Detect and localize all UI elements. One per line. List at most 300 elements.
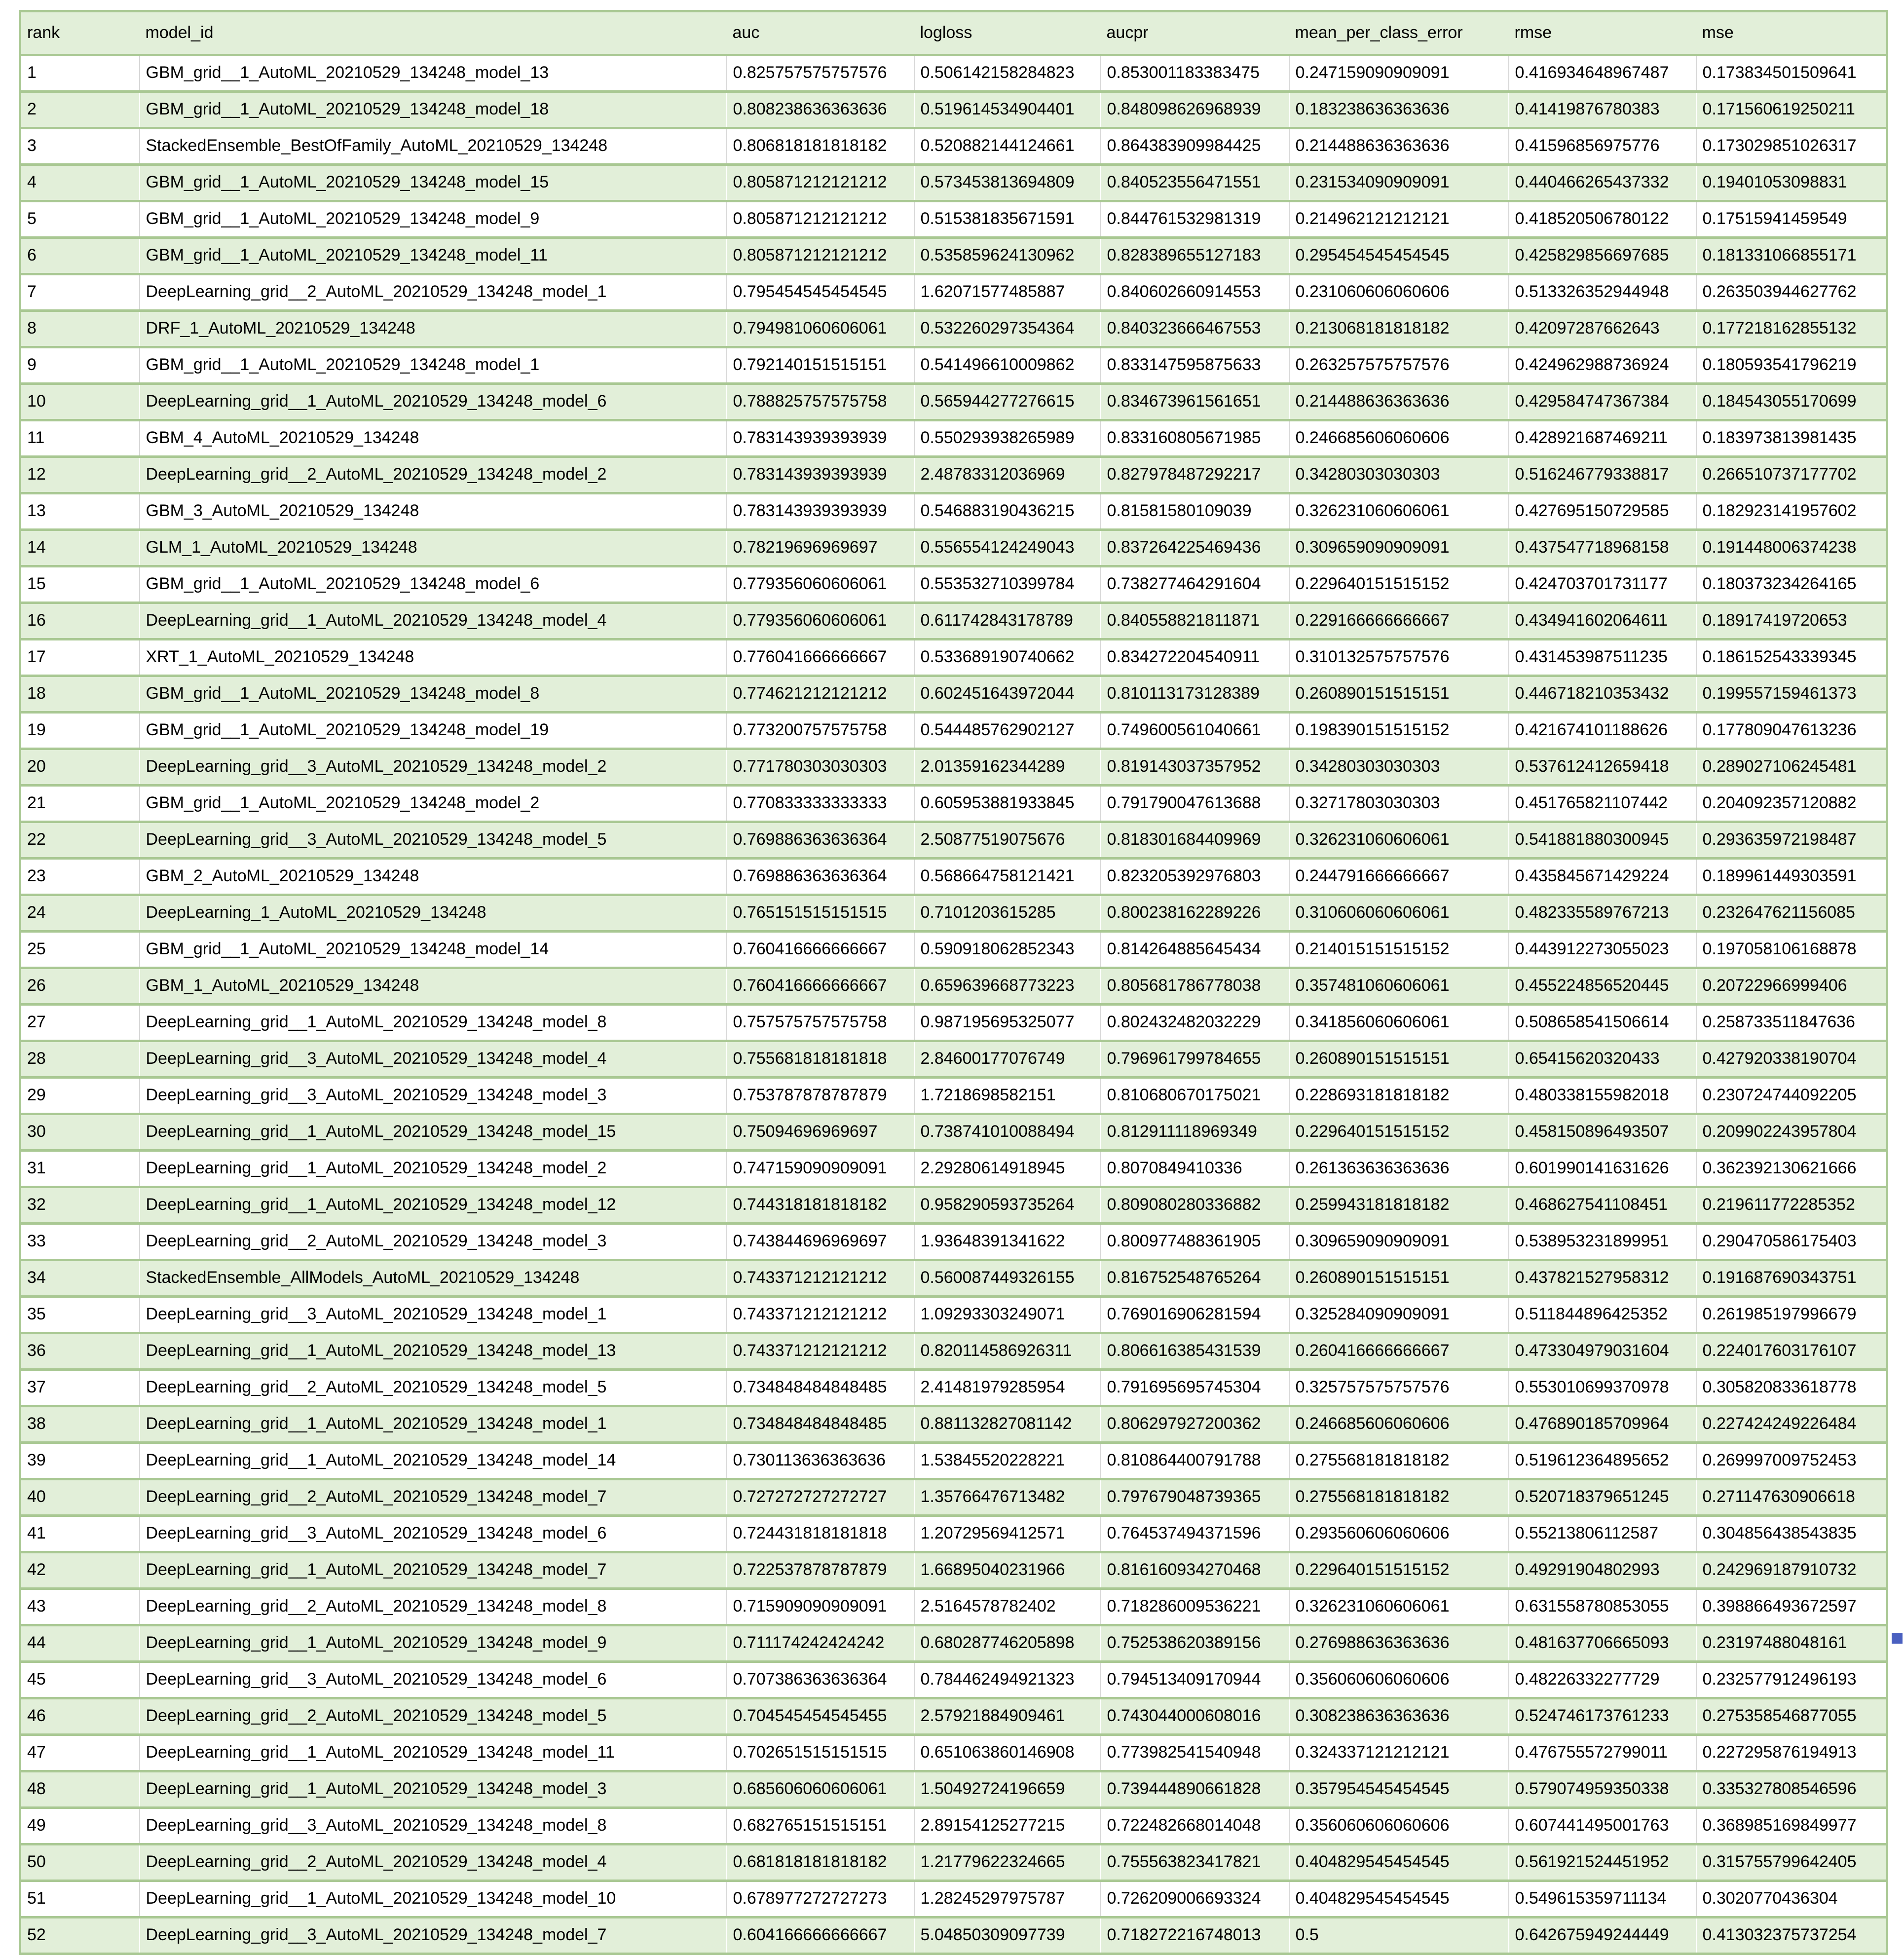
cell-mean-per-class-error[interactable]: 0.324337121212121 [1289,1735,1509,1771]
cell-rank[interactable]: 21 [20,786,140,822]
cell-aucpr[interactable]: 0.791695695745304 [1101,1370,1289,1406]
cell-rmse[interactable]: 0.473304979031604 [1509,1333,1696,1370]
cell-logloss[interactable]: 0.987195695325077 [914,1005,1101,1041]
cell-mse[interactable]: 0.180593541796219 [1696,347,1887,384]
cell-mse[interactable]: 0.362392130621666 [1696,1151,1887,1187]
table-row[interactable] [20,420,1887,457]
column-header-mse[interactable]: mse [1696,11,1887,55]
table-row[interactable] [20,1479,1887,1516]
cell-rmse[interactable]: 0.65415620320433 [1509,1041,1696,1078]
cell-rank[interactable]: 37 [20,1370,140,1406]
cell-rank[interactable]: 36 [20,1333,140,1370]
cell-aucpr[interactable]: 0.805681786778038 [1101,968,1289,1005]
cell-mse[interactable]: 0.189961449303591 [1696,859,1887,895]
cell-aucpr[interactable]: 0.833147595875633 [1101,347,1289,384]
cell-mean-per-class-error[interactable]: 0.293560606060606 [1289,1516,1509,1552]
cell-logloss[interactable]: 0.651063860146908 [914,1735,1101,1771]
cell-auc[interactable]: 0.711174242424242 [727,1625,914,1662]
cell-mean-per-class-error[interactable]: 0.275568181818182 [1289,1443,1509,1479]
cell-mean-per-class-error[interactable]: 0.260890151515151 [1289,676,1509,713]
cell-logloss[interactable]: 5.04850309097739 [914,1917,1101,1954]
cell-rank[interactable]: 26 [20,968,140,1005]
cell-auc[interactable]: 0.685606060606061 [727,1771,914,1808]
cell-mse[interactable]: 0.19401053098831 [1696,165,1887,201]
cell-model-id[interactable]: DeepLearning_grid__3_AutoML_20210529_134248_model_2 [140,749,727,786]
cell-mse[interactable]: 0.186152543339345 [1696,639,1887,676]
cell-mean-per-class-error[interactable]: 0.309659090909091 [1289,530,1509,566]
cell-mean-per-class-error[interactable]: 0.404829545454545 [1289,1881,1509,1917]
cell-logloss[interactable]: 0.532260297354364 [914,311,1101,347]
cell-mse[interactable]: 0.224017603176107 [1696,1333,1887,1370]
cell-rank[interactable]: 13 [20,493,140,530]
cell-auc[interactable]: 0.783143939393939 [727,493,914,530]
cell-mse[interactable]: 0.315755799642405 [1696,1844,1887,1881]
cell-rank[interactable]: 39 [20,1443,140,1479]
cell-logloss[interactable]: 0.659639668773223 [914,968,1101,1005]
cell-logloss[interactable]: 0.738741010088494 [914,1114,1101,1151]
cell-logloss[interactable]: 0.546883190436215 [914,493,1101,530]
cell-mean-per-class-error[interactable]: 0.229640151515152 [1289,1552,1509,1589]
cell-auc[interactable]: 0.681818181818182 [727,1844,914,1881]
cell-rmse[interactable]: 0.435845671429224 [1509,859,1696,895]
cell-logloss[interactable]: 0.506142158284823 [914,55,1101,92]
cell-rank[interactable]: 6 [20,238,140,274]
cell-logloss[interactable]: 1.62071577485887 [914,274,1101,311]
table-row[interactable] [20,749,1887,786]
cell-mse[interactable]: 0.177218162855132 [1696,311,1887,347]
cell-mean-per-class-error[interactable]: 0.246685606060606 [1289,1406,1509,1443]
cell-logloss[interactable]: 1.93648391341622 [914,1224,1101,1260]
cell-mse[interactable]: 0.293635972198487 [1696,822,1887,859]
cell-mse[interactable]: 0.232647621156085 [1696,895,1887,932]
cell-aucpr[interactable]: 0.769016906281594 [1101,1297,1289,1333]
cell-rank[interactable]: 50 [20,1844,140,1881]
cell-model-id[interactable]: GBM_grid__1_AutoML_20210529_134248_model_15 [140,165,727,201]
cell-mse[interactable]: 0.398866493672597 [1696,1589,1887,1625]
cell-logloss[interactable]: 0.544485762902127 [914,713,1101,749]
cell-logloss[interactable]: 1.09293303249071 [914,1297,1101,1333]
cell-logloss[interactable]: 0.560087449326155 [914,1260,1101,1297]
cell-mean-per-class-error[interactable]: 0.229166666666667 [1289,603,1509,639]
cell-mse[interactable]: 0.269997009752453 [1696,1443,1887,1479]
cell-mse[interactable]: 0.289027106245481 [1696,749,1887,786]
cell-model-id[interactable]: DeepLearning_grid__1_AutoML_20210529_134248_model_4 [140,603,727,639]
cell-rmse[interactable]: 0.446718210353432 [1509,676,1696,713]
table-row[interactable] [20,822,1887,859]
cell-auc[interactable]: 0.682765151515151 [727,1808,914,1844]
cell-aucpr[interactable]: 0.819143037357952 [1101,749,1289,786]
cell-aucpr[interactable]: 0.823205392976803 [1101,859,1289,895]
cell-aucpr[interactable]: 0.833160805671985 [1101,420,1289,457]
cell-mse[interactable]: 0.305820833618778 [1696,1370,1887,1406]
cell-auc[interactable]: 0.783143939393939 [727,420,914,457]
cell-logloss[interactable]: 0.550293938265989 [914,420,1101,457]
cell-mean-per-class-error[interactable]: 0.325757575757576 [1289,1370,1509,1406]
cell-rmse[interactable]: 0.48226332277729 [1509,1662,1696,1698]
cell-model-id[interactable]: GBM_grid__1_AutoML_20210529_134248_model_19 [140,713,727,749]
table-row[interactable] [20,1625,1887,1662]
cell-auc[interactable]: 0.760416666666667 [727,968,914,1005]
cell-mse[interactable]: 0.183973813981435 [1696,420,1887,457]
cell-auc[interactable]: 0.727272727272727 [727,1479,914,1516]
cell-rank[interactable]: 5 [20,201,140,238]
cell-model-id[interactable]: DRF_1_AutoML_20210529_134248 [140,311,727,347]
cell-model-id[interactable]: XRT_1_AutoML_20210529_134248 [140,639,727,676]
cell-rmse[interactable]: 0.631558780853055 [1509,1589,1696,1625]
cell-model-id[interactable]: DeepLearning_grid__2_AutoML_20210529_134248_model_7 [140,1479,727,1516]
cell-aucpr[interactable]: 0.800238162289226 [1101,895,1289,932]
cell-mean-per-class-error[interactable]: 0.308238636363636 [1289,1698,1509,1735]
cell-mean-per-class-error[interactable]: 0.214962121212121 [1289,201,1509,238]
cell-logloss[interactable]: 0.541496610009862 [914,347,1101,384]
cell-rank[interactable]: 16 [20,603,140,639]
cell-mse[interactable]: 0.275358546877055 [1696,1698,1887,1735]
cell-mse[interactable]: 0.177809047613236 [1696,713,1887,749]
cell-logloss[interactable]: 2.89154125277215 [914,1808,1101,1844]
table-row[interactable] [20,1516,1887,1552]
cell-mse[interactable]: 0.173029851026317 [1696,128,1887,165]
cell-logloss[interactable]: 0.602451643972044 [914,676,1101,713]
cell-mean-per-class-error[interactable]: 0.310606060606061 [1289,895,1509,932]
cell-model-id[interactable]: GBM_grid__1_AutoML_20210529_134248_model_9 [140,201,727,238]
cell-mse[interactable]: 0.23197488048161 [1696,1625,1887,1662]
table-row[interactable] [20,859,1887,895]
cell-auc[interactable]: 0.743371212121212 [727,1297,914,1333]
cell-auc[interactable]: 0.770833333333333 [727,786,914,822]
column-header-auc[interactable]: auc [727,11,914,55]
cell-mean-per-class-error[interactable]: 0.228693181818182 [1289,1078,1509,1114]
table-row[interactable] [20,1406,1887,1443]
cell-logloss[interactable]: 0.515381835671591 [914,201,1101,238]
cell-aucpr[interactable]: 0.840523556471551 [1101,165,1289,201]
cell-mse[interactable]: 0.219611772285352 [1696,1187,1887,1224]
cell-model-id[interactable]: DeepLearning_1_AutoML_20210529_134248 [140,895,727,932]
cell-mse[interactable]: 0.3020770436304 [1696,1881,1887,1917]
cell-rmse[interactable]: 0.427695150729585 [1509,493,1696,530]
cell-aucpr[interactable]: 0.864383909984425 [1101,128,1289,165]
cell-model-id[interactable]: DeepLearning_grid__1_AutoML_20210529_134248_model_11 [140,1735,727,1771]
cell-auc[interactable]: 0.702651515151515 [727,1735,914,1771]
table-row[interactable] [20,1917,1887,1954]
cell-rank[interactable]: 25 [20,932,140,968]
cell-aucpr[interactable]: 0.738277464291604 [1101,566,1289,603]
cell-mean-per-class-error[interactable]: 0.263257575757576 [1289,347,1509,384]
cell-aucpr[interactable]: 0.814264885645434 [1101,932,1289,968]
table-row[interactable] [20,1881,1887,1917]
cell-rmse[interactable]: 0.549615359711134 [1509,1881,1696,1917]
cell-mean-per-class-error[interactable]: 0.259943181818182 [1289,1187,1509,1224]
cell-rmse[interactable]: 0.458150896493507 [1509,1114,1696,1151]
cell-rank[interactable]: 34 [20,1260,140,1297]
cell-logloss[interactable]: 0.556554124249043 [914,530,1101,566]
cell-rank[interactable]: 4 [20,165,140,201]
cell-aucpr[interactable]: 0.791790047613688 [1101,786,1289,822]
cell-rmse[interactable]: 0.516246779338817 [1509,457,1696,493]
cell-auc[interactable]: 0.765151515151515 [727,895,914,932]
cell-aucpr[interactable]: 0.806616385431539 [1101,1333,1289,1370]
cell-rmse[interactable]: 0.508658541506614 [1509,1005,1696,1041]
cell-auc[interactable]: 0.678977272727273 [727,1881,914,1917]
cell-mean-per-class-error[interactable]: 0.213068181818182 [1289,311,1509,347]
cell-rmse[interactable]: 0.451765821107442 [1509,786,1696,822]
cell-auc[interactable]: 0.794981060606061 [727,311,914,347]
cell-aucpr[interactable]: 0.755563823417821 [1101,1844,1289,1881]
cell-mean-per-class-error[interactable]: 0.183238636363636 [1289,92,1509,128]
table-row[interactable] [20,786,1887,822]
cell-aucpr[interactable]: 0.802432482032229 [1101,1005,1289,1041]
cell-rank[interactable]: 47 [20,1735,140,1771]
cell-mean-per-class-error[interactable]: 0.231060606060606 [1289,274,1509,311]
cell-rank[interactable]: 10 [20,384,140,420]
cell-mse[interactable]: 0.20722966999406 [1696,968,1887,1005]
cell-logloss[interactable]: 2.84600177076749 [914,1041,1101,1078]
column-header-mean-per-class-error[interactable]: mean_per_class_error [1289,11,1509,55]
cell-mean-per-class-error[interactable]: 0.244791666666667 [1289,859,1509,895]
cell-aucpr[interactable]: 0.828389655127183 [1101,238,1289,274]
cell-aucpr[interactable]: 0.840323666467553 [1101,311,1289,347]
table-row[interactable] [20,1260,1887,1297]
cell-rmse[interactable]: 0.476890185709964 [1509,1406,1696,1443]
cell-aucpr[interactable]: 0.796961799784655 [1101,1041,1289,1078]
cell-rank[interactable]: 24 [20,895,140,932]
cell-rank[interactable]: 8 [20,311,140,347]
table-row[interactable] [20,932,1887,968]
cell-aucpr[interactable]: 0.749600561040661 [1101,713,1289,749]
table-row[interactable] [20,566,1887,603]
table-row[interactable] [20,1808,1887,1844]
cell-mean-per-class-error[interactable]: 0.357481060606061 [1289,968,1509,1005]
cell-model-id[interactable]: GBM_1_AutoML_20210529_134248 [140,968,727,1005]
cell-mse[interactable]: 0.209902243957804 [1696,1114,1887,1151]
cell-auc[interactable]: 0.744318181818182 [727,1187,914,1224]
cell-auc[interactable]: 0.808238636363636 [727,92,914,128]
cell-logloss[interactable]: 2.29280614918945 [914,1151,1101,1187]
cell-rank[interactable]: 35 [20,1297,140,1333]
cell-mse[interactable]: 0.180373234264165 [1696,566,1887,603]
cell-mean-per-class-error[interactable]: 0.276988636363636 [1289,1625,1509,1662]
cell-aucpr[interactable]: 0.718272216748013 [1101,1917,1289,1954]
cell-mse[interactable]: 0.258733511847636 [1696,1005,1887,1041]
cell-logloss[interactable]: 1.20729569412571 [914,1516,1101,1552]
table-row[interactable] [20,1114,1887,1151]
table-row[interactable] [20,676,1887,713]
cell-rmse[interactable]: 0.418520506780122 [1509,201,1696,238]
cell-rmse[interactable]: 0.443912273055023 [1509,932,1696,968]
cell-mean-per-class-error[interactable]: 0.214488636363636 [1289,128,1509,165]
cell-aucpr[interactable]: 0.844761532981319 [1101,201,1289,238]
cell-logloss[interactable]: 0.784462494921323 [914,1662,1101,1698]
cell-rank[interactable]: 44 [20,1625,140,1662]
cell-mean-per-class-error[interactable]: 0.260890151515151 [1289,1260,1509,1297]
table-row[interactable] [20,128,1887,165]
cell-mean-per-class-error[interactable]: 0.326231060606061 [1289,822,1509,859]
cell-aucpr[interactable]: 0.834272204540911 [1101,639,1289,676]
table-row[interactable] [20,530,1887,566]
table-row[interactable] [20,639,1887,676]
cell-logloss[interactable]: 0.573453813694809 [914,165,1101,201]
cell-mean-per-class-error[interactable]: 0.229640151515152 [1289,566,1509,603]
cell-rmse[interactable]: 0.476755572799011 [1509,1735,1696,1771]
table-row[interactable] [20,1443,1887,1479]
cell-mse[interactable]: 0.427920338190704 [1696,1041,1887,1078]
cell-mean-per-class-error[interactable]: 0.325284090909091 [1289,1297,1509,1333]
cell-mean-per-class-error[interactable]: 0.309659090909091 [1289,1224,1509,1260]
cell-rmse[interactable]: 0.519612364895652 [1509,1443,1696,1479]
cell-auc[interactable]: 0.779356060606061 [727,603,914,639]
cell-model-id[interactable]: DeepLearning_grid__2_AutoML_20210529_134248_model_5 [140,1370,727,1406]
cell-auc[interactable]: 0.760416666666667 [727,932,914,968]
table-row[interactable] [20,1735,1887,1771]
cell-rmse[interactable]: 0.425829856697685 [1509,238,1696,274]
cell-mean-per-class-error[interactable]: 0.341856060606061 [1289,1005,1509,1041]
cell-auc[interactable]: 0.795454545454545 [727,274,914,311]
cell-model-id[interactable]: DeepLearning_grid__1_AutoML_20210529_134248_model_3 [140,1771,727,1808]
cell-logloss[interactable]: 1.50492724196659 [914,1771,1101,1808]
table-row[interactable] [20,55,1887,92]
table-row[interactable] [20,1844,1887,1881]
cell-aucpr[interactable]: 0.840602660914553 [1101,274,1289,311]
cell-model-id[interactable]: DeepLearning_grid__1_AutoML_20210529_134248_model_2 [140,1151,727,1187]
cell-mse[interactable]: 0.18917419720653 [1696,603,1887,639]
table-row[interactable] [20,92,1887,128]
table-row[interactable] [20,457,1887,493]
cell-rank[interactable]: 48 [20,1771,140,1808]
cell-rmse[interactable]: 0.520718379651245 [1509,1479,1696,1516]
cell-aucpr[interactable]: 0.722482668014048 [1101,1808,1289,1844]
cell-model-id[interactable]: GBM_grid__1_AutoML_20210529_134248_model_18 [140,92,727,128]
table-row[interactable] [20,968,1887,1005]
table-row[interactable] [20,1333,1887,1370]
cell-auc[interactable]: 0.75094696969697 [727,1114,914,1151]
cell-rank[interactable]: 45 [20,1662,140,1698]
cell-logloss[interactable]: 1.21779622324665 [914,1844,1101,1881]
cell-aucpr[interactable]: 0.81581580109039 [1101,493,1289,530]
cell-auc[interactable]: 0.774621212121212 [727,676,914,713]
cell-model-id[interactable]: DeepLearning_grid__3_AutoML_20210529_134248_model_6 [140,1516,727,1552]
cell-mse[interactable]: 0.191687690343751 [1696,1260,1887,1297]
cell-logloss[interactable]: 0.519614534904401 [914,92,1101,128]
cell-model-id[interactable]: GBM_grid__1_AutoML_20210529_134248_model_1 [140,347,727,384]
cell-model-id[interactable]: DeepLearning_grid__3_AutoML_20210529_134248_model_6 [140,1662,727,1698]
cell-rmse[interactable]: 0.455224856520445 [1509,968,1696,1005]
cell-logloss[interactable]: 2.01359162344289 [914,749,1101,786]
cell-aucpr[interactable]: 0.818301684409969 [1101,822,1289,859]
cell-rmse[interactable]: 0.416934648967487 [1509,55,1696,92]
cell-mean-per-class-error[interactable]: 0.34280303030303 [1289,457,1509,493]
table-row[interactable] [20,1041,1887,1078]
cell-rank[interactable]: 30 [20,1114,140,1151]
cell-rank[interactable]: 43 [20,1589,140,1625]
cell-model-id[interactable]: DeepLearning_grid__1_AutoML_20210529_134248_model_9 [140,1625,727,1662]
cell-model-id[interactable]: GBM_grid__1_AutoML_20210529_134248_model_11 [140,238,727,274]
cell-rank[interactable]: 27 [20,1005,140,1041]
cell-aucpr[interactable]: 0.773982541540948 [1101,1735,1289,1771]
cell-mean-per-class-error[interactable]: 0.247159090909091 [1289,55,1509,92]
cell-mean-per-class-error[interactable]: 0.198390151515152 [1289,713,1509,749]
cell-mse[interactable]: 0.181331066855171 [1696,238,1887,274]
table-row[interactable] [20,895,1887,932]
table-row[interactable] [20,1151,1887,1187]
cell-mean-per-class-error[interactable]: 0.231534090909091 [1289,165,1509,201]
table-row[interactable] [20,1078,1887,1114]
cell-rank[interactable]: 17 [20,639,140,676]
cell-auc[interactable]: 0.704545454545455 [727,1698,914,1735]
cell-model-id[interactable]: DeepLearning_grid__1_AutoML_20210529_134248_model_7 [140,1552,727,1589]
cell-auc[interactable]: 0.776041666666667 [727,639,914,676]
cell-logloss[interactable]: 2.41481979285954 [914,1370,1101,1406]
cell-rank[interactable]: 7 [20,274,140,311]
cell-logloss[interactable]: 0.958290593735264 [914,1187,1101,1224]
cell-logloss[interactable]: 0.605953881933845 [914,786,1101,822]
cell-rmse[interactable]: 0.642675949244449 [1509,1917,1696,1954]
cell-logloss[interactable]: 0.565944277276615 [914,384,1101,420]
column-header-logloss[interactable]: logloss [914,11,1101,55]
cell-auc[interactable]: 0.805871212121212 [727,165,914,201]
cell-model-id[interactable]: DeepLearning_grid__1_AutoML_20210529_134248_model_14 [140,1443,727,1479]
cell-auc[interactable]: 0.779356060606061 [727,566,914,603]
cell-rmse[interactable]: 0.437547718968158 [1509,530,1696,566]
cell-mean-per-class-error[interactable]: 0.246685606060606 [1289,420,1509,457]
cell-auc[interactable]: 0.792140151515151 [727,347,914,384]
cell-logloss[interactable]: 1.53845520228221 [914,1443,1101,1479]
cell-mse[interactable]: 0.227295876194913 [1696,1735,1887,1771]
cell-rmse[interactable]: 0.553010699370978 [1509,1370,1696,1406]
cell-logloss[interactable]: 1.66895040231966 [914,1552,1101,1589]
cell-rmse[interactable]: 0.434941602064611 [1509,603,1696,639]
cell-auc[interactable]: 0.805871212121212 [727,201,914,238]
cell-logloss[interactable]: 1.28245297975787 [914,1881,1101,1917]
table-row[interactable] [20,347,1887,384]
cell-rmse[interactable]: 0.607441495001763 [1509,1808,1696,1844]
column-header-model-id[interactable]: model_id [140,11,727,55]
cell-model-id[interactable]: GBM_grid__1_AutoML_20210529_134248_model_13 [140,55,727,92]
cell-rmse[interactable]: 0.561921524451952 [1509,1844,1696,1881]
cell-rank[interactable]: 46 [20,1698,140,1735]
cell-aucpr[interactable]: 0.809080280336882 [1101,1187,1289,1224]
cell-rank[interactable]: 49 [20,1808,140,1844]
cell-logloss[interactable]: 0.611742843178789 [914,603,1101,639]
cell-model-id[interactable]: DeepLearning_grid__1_AutoML_20210529_134248_model_13 [140,1333,727,1370]
cell-mse[interactable]: 0.230724744092205 [1696,1078,1887,1114]
cell-model-id[interactable]: DeepLearning_grid__1_AutoML_20210529_134248_model_8 [140,1005,727,1041]
cell-model-id[interactable]: DeepLearning_grid__3_AutoML_20210529_134248_model_4 [140,1041,727,1078]
cell-mse[interactable]: 0.227424249226484 [1696,1406,1887,1443]
cell-aucpr[interactable]: 0.726209006693324 [1101,1881,1289,1917]
cell-aucpr[interactable]: 0.810680670175021 [1101,1078,1289,1114]
cell-logloss[interactable]: 0.520882144124661 [914,128,1101,165]
cell-model-id[interactable]: DeepLearning_grid__1_AutoML_20210529_134248_model_6 [140,384,727,420]
cell-model-id[interactable]: DeepLearning_grid__2_AutoML_20210529_134248_model_5 [140,1698,727,1735]
cell-rank[interactable]: 22 [20,822,140,859]
cell-auc[interactable]: 0.724431818181818 [727,1516,914,1552]
cell-rank[interactable]: 12 [20,457,140,493]
cell-rmse[interactable]: 0.601990141631626 [1509,1151,1696,1187]
cell-model-id[interactable]: DeepLearning_grid__1_AutoML_20210529_134248_model_1 [140,1406,727,1443]
cell-aucpr[interactable]: 0.837264225469436 [1101,530,1289,566]
cell-logloss[interactable]: 0.553532710399784 [914,566,1101,603]
cell-auc[interactable]: 0.771780303030303 [727,749,914,786]
cell-aucpr[interactable]: 0.816752548765264 [1101,1260,1289,1297]
cell-rank[interactable]: 29 [20,1078,140,1114]
cell-rmse[interactable]: 0.41419876780383 [1509,92,1696,128]
cell-auc[interactable]: 0.753787878787879 [727,1078,914,1114]
cell-model-id[interactable]: DeepLearning_grid__1_AutoML_20210529_134248_model_12 [140,1187,727,1224]
cell-auc[interactable]: 0.757575757575758 [727,1005,914,1041]
table-row[interactable] [20,1771,1887,1808]
table-row[interactable] [20,238,1887,274]
cell-auc[interactable]: 0.743371212121212 [727,1333,914,1370]
cell-rmse[interactable]: 0.481637706665093 [1509,1625,1696,1662]
